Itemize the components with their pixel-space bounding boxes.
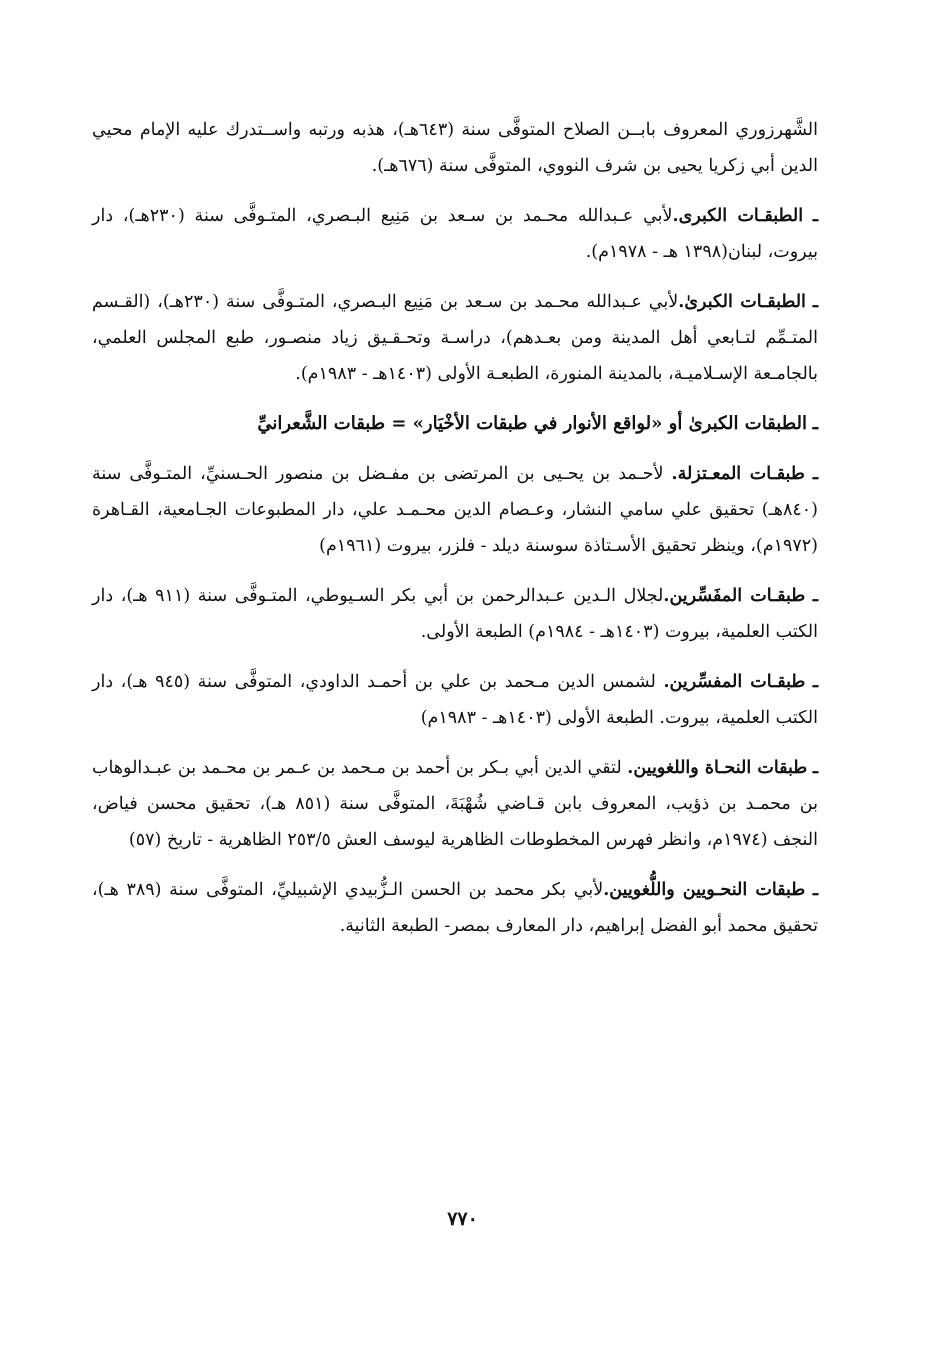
entry-dash: ـ [812,206,818,226]
entry-body: لأبي عـبدالله محـمد بن سـعد بن مَنِيع البـصري، المتـوفَّى سنة (٢٣٠هـ)، دار بيروت، لبنان(١٣٩٨ هـ - ١٩٧٨م). [92,206,818,262]
entry-title: الطبقـات الكبرىٰ. [678,292,806,312]
entry-title: طبقـات المفسِّرين. [663,672,806,692]
entry-body: لأبي عـبدالله محـمد بن سـعد بن مَنِيع البـصري، المتـوفَّى سنة (٢٣٠هـ)، (القـسم المتـمِّم لتـابعي أهل المدينة ومن بعـدهم)، دراسـة وتحـقـيق زياد منصـور، طبع المجلس العلمي، بالجامـعة الإسـلاميـة، بالمدينة المنورة، الطبعـة الأولى (١٤٠٣هـ - ١٩٨٣م). [92,292,818,384]
entry-dash: ـ [812,758,818,778]
bibliography-entry [92,578,818,650]
entry-title: طبقات النحـويين واللُّغويين. [603,880,806,900]
bibliography-entry [92,750,818,858]
entry-body: لأحـمد بن يحـيى بن المرتضى بن مفـضل بن منصور الحـسنيِّ، المتـوفَّى سنة (٨٤٠هـ) تحقيق علي سامي النشار، وعـصام الدين محـمـد علي، دار المطبوعات الجـامعية، القـاهرة (١٩٧٢م)، وينظر تحقيق الأسـتاذة سوسنة ديلد - فلزر، بيروت (١٩٦١م) [92,464,818,556]
entry-title: الطبقات الكبرىٰ أو «لواقع الأنوار في طبقات الأخْيَار» = طبقات الشَّعرانيِّ [257,413,807,434]
intro-text: الشَّهرزوري المعروف بابــن الصلاح المتوفَّى سنة (٦٤٣هـ)، هذبه ورتبه واســتدرك عليه الإمام محيي الدين أبي زكريا يحيى بن شرف النووي، المتوفَّى سنة (٦٧٦هـ). [92,120,819,176]
bibliography-entry [92,198,818,270]
entry-title: طبقـات المفَسِّرين. [663,586,806,606]
entry-title: طبقات النحـاة واللغويين. [627,758,808,778]
entry-dash: ـ [812,464,818,484]
page-number: ٧٧٠ [447,1208,478,1230]
entry-body: لجلال الـدين عـبدالرحمن بن أبي بكر السـيوطي، المتـوفَّى سنة (٩١١ هـ)، دار الكتب العلمية، بيروت (١٤٠٣هـ - ١٩٨٤م) الطبعة الأولى. [92,586,818,642]
entry-body: لتقي الدين أبي بـكر بن أحمد بن مـحمد بن عـمر بن محـمد بن عبـدالوهاب بن محمـد بن ذؤيب، المعروف بابن قـاضي شُهْبَةَ، المتوفَّى سنة (٨٥١ هـ)، تحقيق محسن فياض، النجف (١٩٧٤م، وانظر فهرس المخطوطات الظاهرية ليوسف العش ٢٥٣/٥ الظاهرية - تاريخ (٥٧) [92,758,818,850]
entry-dash: ـ [812,880,818,900]
entry-dash: ـ [812,413,818,434]
entry-dash: ـ [812,672,818,692]
entry-dash: ـ [812,586,818,606]
bibliography-text [92,112,818,958]
entry-title: طبقـات المعـتزلة. [671,464,805,484]
bibliography-entry [92,872,818,944]
entry-body: لشمس الدين مـحمد بن علي بن أحمـد الداودي، المتوفَّى سنة (٩٤٥ هـ)، دار الكتب العلمية، بيروت. الطبعة الأولى (١٤٠٣هـ - ١٩٨٣م) [92,672,818,728]
entry-dash: ـ [812,292,818,312]
bibliography-entry [92,406,818,442]
bibliography-entry [92,664,818,736]
entry-title: الطبقـات الكبرى. [672,206,804,226]
bibliography-entry [92,284,818,392]
entry-body: لأبي بكر محمد بن الحسن الـزُّبيدي الإشبيليِّ، المتوفَّى سنة (٣٨٩ هـ)، تحقيق محمد أبو الفضل إبراهيم، دار المعارف بمصر- الطبعة الثانية. [92,880,818,936]
bibliography-entry [92,456,818,564]
intro-paragraph [92,112,818,184]
